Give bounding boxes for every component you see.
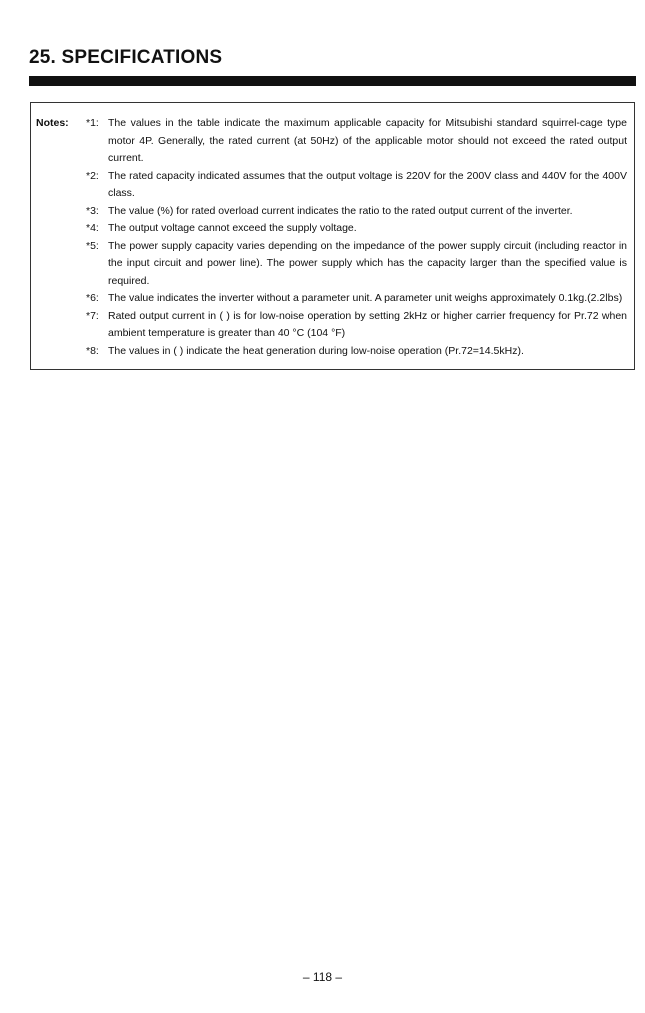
note-text: Rated output current in ( ) is for low-noise operation by setting 2kHz or higher carrier frequency for Pr.72 when ambient temperature is greater than 40 °C (104 °F) bbox=[108, 309, 627, 339]
note-text: The power supply capacity varies depending on the impedance of the power supply circuit (including reactor in the input circuit and power line). The power supply which has the capacity larger than the specified value is required. bbox=[108, 239, 627, 287]
notes-label: Notes: bbox=[36, 117, 69, 129]
note-1 bbox=[86, 115, 627, 168]
note-marker: *1: bbox=[86, 117, 99, 129]
note-marker: *4: bbox=[86, 222, 99, 234]
note-text: The value (%) for rated overload current indicates the ratio to the rated output current of the inverter. bbox=[108, 204, 573, 217]
page-number: – 118 – bbox=[302, 970, 343, 984]
note-marker: *8: bbox=[86, 344, 99, 357]
note-5 bbox=[86, 238, 627, 291]
note-text: The rated capacity indicated assumes that the output voltage is 220V for the 200V class and 440V for the 400V class. bbox=[108, 169, 627, 199]
note-marker: *2: bbox=[86, 169, 99, 182]
section-title: 25. SPECIFICATIONS bbox=[29, 47, 223, 68]
note-marker: *5: bbox=[86, 239, 99, 252]
note-text: The value indicates the inverter without a parameter unit. A parameter unit weighs approximately 0.1kg.(2.2lbs) bbox=[108, 292, 623, 304]
title-underline-bar bbox=[29, 76, 636, 86]
note-7 bbox=[86, 308, 627, 343]
note-4 bbox=[86, 220, 627, 238]
note-text: The values in the table indicate the maximum applicable capacity for Mitsubishi standard squirrel-cage type motor 4P. Generally, the rated current (at 50Hz) of the applicable motor should not exceed the rated output current. bbox=[108, 117, 627, 164]
note-text: The output voltage cannot exceed the supply voltage. bbox=[108, 222, 357, 234]
note-marker: *6: bbox=[86, 292, 99, 304]
notes-list bbox=[86, 115, 627, 360]
note-6 bbox=[86, 290, 627, 308]
notes-box bbox=[30, 102, 635, 370]
note-text: The values in ( ) indicate the heat generation during low-noise operation (Pr.72=14.5kHz). bbox=[108, 344, 524, 357]
note-2 bbox=[86, 168, 627, 203]
note-marker: *3: bbox=[86, 204, 99, 217]
note-3 bbox=[86, 203, 627, 221]
note-8 bbox=[86, 343, 627, 361]
note-marker: *7: bbox=[86, 309, 99, 322]
